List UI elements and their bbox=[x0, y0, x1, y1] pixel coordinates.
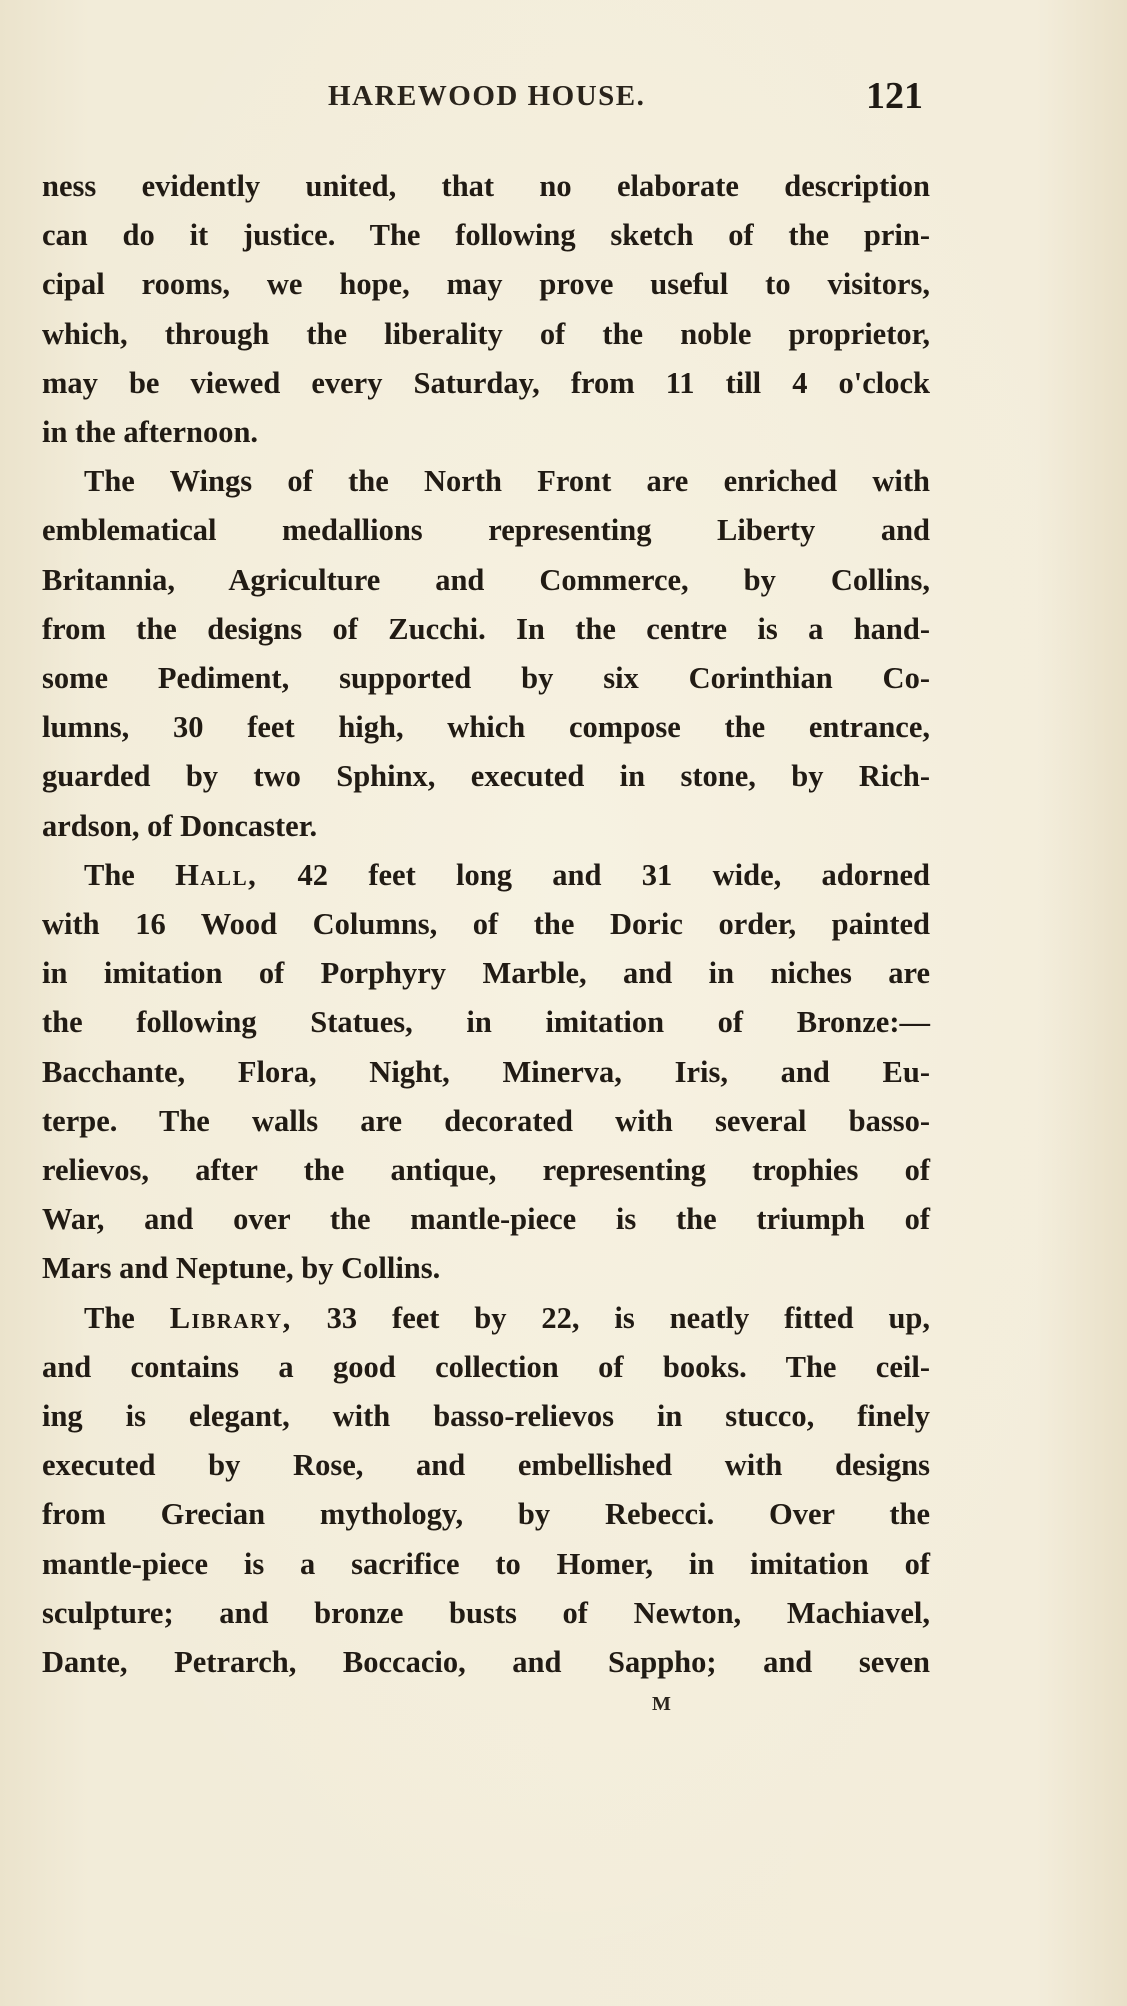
text-line: executed by Rose, and embellished with designs bbox=[42, 1448, 930, 1483]
paragraph-first-line-rest: 42 feet long and 31 wide, adorned bbox=[257, 857, 931, 892]
text-line: lumns, 30 feet high, which compose the entrance, bbox=[42, 710, 930, 745]
text-line: terpe. The walls are decorated with several basso- bbox=[42, 1103, 930, 1138]
text-line: sculpture; and bronze busts of Newton, Machiavel, bbox=[42, 1595, 930, 1630]
text-line: in the afternoon. bbox=[42, 415, 259, 450]
text-line: which, through the liberality of the noble proprietor, bbox=[42, 316, 930, 351]
paragraph-lead: The bbox=[84, 1300, 170, 1335]
text-line: from the designs of Zucchi. In the centre is a hand- bbox=[42, 611, 930, 646]
text-line: in imitation of Porphyry Marble, and in niches are bbox=[42, 956, 930, 991]
text-line bbox=[42, 1294, 930, 1343]
text-line: Dante, Petrarch, Boccacio, and Sappho; and seven bbox=[42, 1645, 930, 1680]
text-line: ness evidently united, that no elaborate description bbox=[42, 169, 930, 203]
text-line: emblematical medallions representing Liberty and bbox=[42, 513, 930, 548]
text-line: Britannia, Agriculture and Commerce, by Collins, bbox=[42, 562, 930, 597]
page-header bbox=[42, 76, 942, 120]
text-line: can do it justice. The following sketch of the prin- bbox=[42, 218, 930, 253]
text-line: War, and over the mantle-piece is the triumph of bbox=[42, 1202, 930, 1237]
text-line: mantle-piece is a sacrifice to Homer, in imitation of bbox=[42, 1546, 930, 1581]
paragraph-lead: The bbox=[84, 857, 176, 892]
signature-mark: M bbox=[652, 1693, 671, 1715]
text-line: ing is elegant, with basso-relievos in stucco, finely bbox=[42, 1399, 930, 1434]
text-line: with 16 Wood Columns, of the Doric order, painted bbox=[42, 907, 930, 942]
text-line: and contains a good collection of books. The ceil- bbox=[42, 1349, 930, 1384]
room-name-hall: Hall, bbox=[175, 857, 258, 892]
text-line: the following Statues, in imitation of Bronze:— bbox=[42, 1005, 930, 1040]
page-number: 121 bbox=[866, 75, 923, 117]
text-line: Mars and Neptune, by Collins. bbox=[42, 1251, 441, 1286]
text-line: cipal rooms, we hope, may prove useful to visitors, bbox=[42, 267, 930, 302]
paragraph-first-line-rest: 33 feet by 22, is neatly fitted up, bbox=[291, 1300, 930, 1335]
text-line: relievos, after the antique, representing trophies of bbox=[42, 1153, 930, 1188]
text-line: some Pediment, supported by six Corinthian Co- bbox=[42, 661, 930, 696]
body-text bbox=[42, 162, 930, 1687]
text-line: Bacchante, Flora, Night, Minerva, Iris, and Eu- bbox=[42, 1054, 930, 1089]
text-line bbox=[42, 851, 930, 900]
text-line: may be viewed every Saturday, from 11 till 4 o'clock bbox=[42, 365, 930, 400]
text-line: The Wings of the North Front are enriched with bbox=[84, 464, 930, 499]
text-line: from Grecian mythology, by Rebecci. Over the bbox=[42, 1497, 930, 1532]
text-line: guarded by two Sphinx, executed in stone, by Rich- bbox=[42, 759, 930, 794]
running-head: HAREWOOD HOUSE. bbox=[328, 80, 646, 112]
text-line: ardson, of Doncaster. bbox=[42, 808, 318, 843]
room-name-library: Library, bbox=[169, 1300, 292, 1335]
